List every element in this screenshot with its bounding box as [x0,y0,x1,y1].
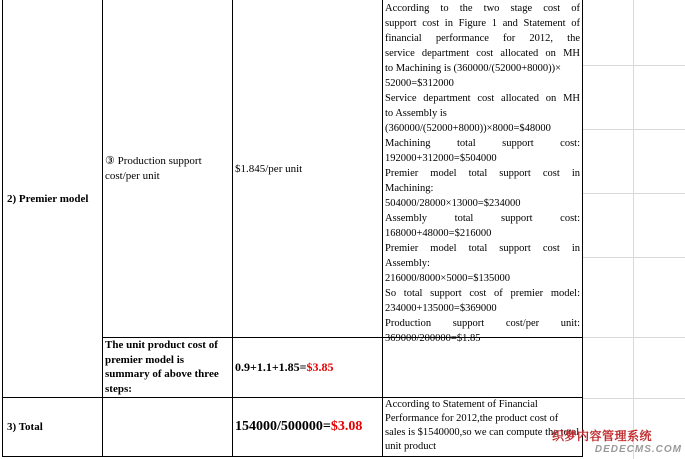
total-result: $3.08 [330,418,363,434]
total-empty-cell[interactable] [102,397,233,457]
summary-empty-cell[interactable] [382,337,583,398]
summary-formula: 0.9+1.1+1.85= [235,359,307,374]
explanation-line: So total support cost of premier model: [385,288,580,299]
row-label-total[interactable]: 3) Total [2,397,103,457]
explanation-line: Machining: [385,183,434,194]
explanation-line: to Assembly is [385,108,447,119]
row-label-premier-model[interactable]: 2) Premier model [2,0,103,398]
explanation-line: 234000+135000=$369000 [385,303,497,314]
gridline [633,0,634,459]
explanation-line: 192000+312000=$504000 [385,153,497,164]
gridline [583,257,685,258]
explanation-line: support cost in Figure 1 and Statement of [385,18,580,29]
explanation-line: Assembly total support cost: [385,213,580,224]
summary-formula-cell[interactable] [232,337,383,398]
explanation-line: (360000/(52000+8000))×8000=$48000 [385,123,551,134]
summary-label: The unit product cost of premier model is summary of above three steps: [105,339,219,395]
explanation-line: to Machining is (360000/(52000+8000))× [385,63,562,74]
watermark-en: DEDECMS.COM [594,444,682,455]
gridline [583,337,685,338]
explanation-line: 168000+48000=$216000 [385,228,492,239]
premier-explanation-cell[interactable] [382,0,583,344]
explanation-line: service department cost allocated on MH [385,48,580,59]
summary-label-cell[interactable] [102,337,233,398]
gridline [583,65,685,66]
gridline [583,193,685,194]
total-explanation: According to Statement of Financial Performance for 2012,the product cost of sales is $1540000,so we can compute the total unit product [385,399,580,452]
production-support-value-cell[interactable] [232,0,383,338]
summary-result: $3.85 [306,359,334,374]
watermark-logo [552,427,682,457]
production-support-value: $1.845/per unit [235,162,303,175]
explanation-line: Service department cost allocated on MH [385,93,580,104]
explanation-line: Machining total support cost: [385,138,580,149]
explanation-line: Premier model total support cost in [385,168,580,179]
production-support-label: ③ Production support cost/per unit [105,154,202,182]
total-formula-cell[interactable] [232,397,383,457]
gridline [583,398,685,399]
explanation-line: Assembly: [385,258,430,269]
explanation-line: Production support cost/per unit: [385,318,580,329]
explanation-line: 216000/8000×5000=$135000 [385,273,511,284]
gridline [583,129,685,130]
premier-explanation-text [385,1,580,346]
explanation-line: financial performance for 2012, the [385,33,580,44]
explanation-line: 52000=$312000 [385,78,454,89]
explanation-line: Premier model total support cost in [385,243,580,254]
explanation-line: 504000/28000×13000=$234000 [385,198,521,209]
total-formula: 154000/500000= [235,418,331,434]
explanation-line: 369000/200000=$1.85 [385,333,481,344]
watermark-cn: 织梦内容管理系统 [552,429,653,443]
explanation-line: According to the two stage cost of [385,3,580,14]
production-support-label-cell[interactable] [102,0,233,338]
